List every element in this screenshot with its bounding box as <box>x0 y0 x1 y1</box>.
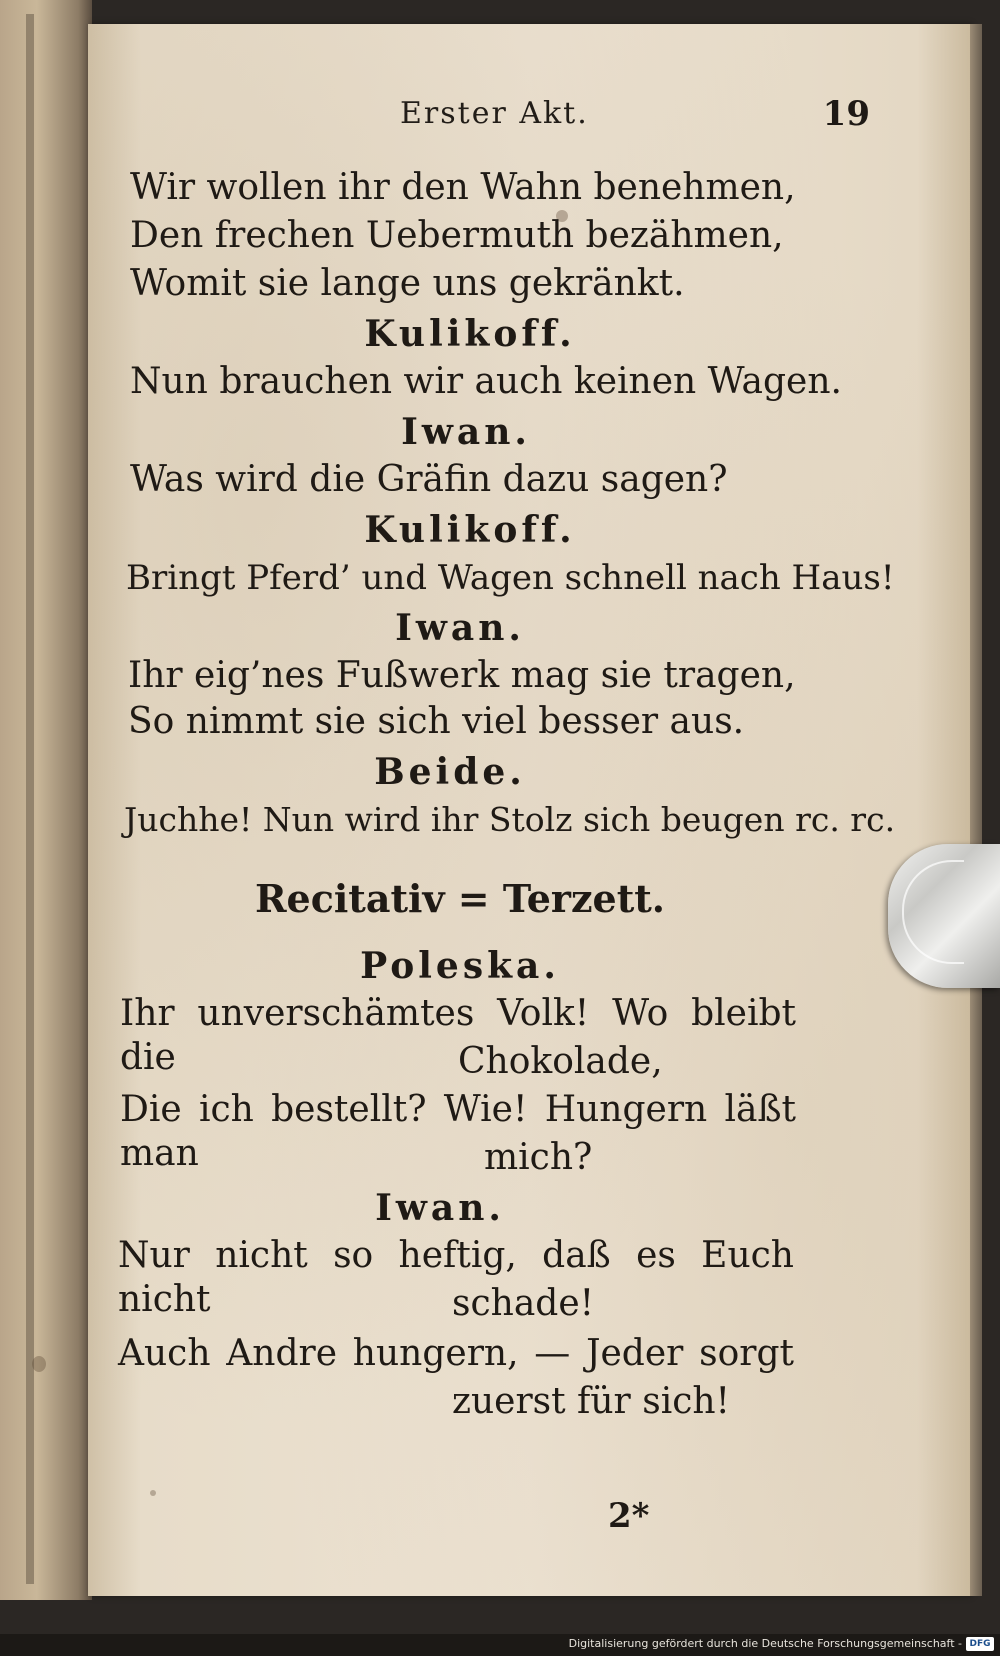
verse-line: Womit sie lange uns gekränkt. <box>130 263 685 304</box>
speaker-name: Kulikoff. <box>364 313 576 355</box>
verse-line: Bringt Pferd’ und Wagen schnell nach Haus! <box>126 558 895 598</box>
verse-line: Ihr eig’nes Fußwerk mag sie tragen, <box>128 655 796 696</box>
page-clip <box>888 844 1000 988</box>
signature-mark: 2* <box>608 1496 650 1536</box>
funding-credit: Digitalisierung gefördert durch die Deutsche Forschungsgemeinschaft - <box>568 1637 962 1650</box>
page-number: 19 <box>822 94 870 134</box>
left-page-edge <box>0 0 92 1600</box>
verse-turnover: Chokolade, <box>458 1041 663 1082</box>
verse-line: Was wird die Gräfin dazu sagen? <box>130 459 728 500</box>
verse-line: Nur nicht so heftig, daß es Euch nicht <box>118 1235 794 1320</box>
verse-turnover: zuerst für sich! <box>452 1381 731 1422</box>
verse-line: Den frechen Uebermuth bezähmen, <box>130 215 784 256</box>
verse-line: Wir wollen ihr den Wahn benehmen, <box>130 167 796 208</box>
paper-stain <box>32 1356 46 1372</box>
section-heading: Recitativ = Terzett. <box>254 876 666 921</box>
page-header <box>400 96 870 146</box>
paper-stain <box>150 1490 156 1496</box>
verse-line: Die ich bestellt? Wie! Hungern läßt man <box>120 1089 796 1174</box>
verse-line: Nun brauchen wir auch keinen Wagen. <box>130 361 842 402</box>
speaker-name: Poleska. <box>360 945 560 987</box>
speaker-name: Iwan. <box>375 1187 505 1229</box>
speaker-name: Beide. <box>374 751 526 793</box>
verse-line: Juchhe! Nun wird ihr Stolz sich beugen rc. rc. <box>124 800 896 839</box>
page-stack-edge <box>970 24 982 1596</box>
verse-turnover: mich? <box>484 1137 593 1178</box>
speaker-name: Iwan. <box>401 411 531 453</box>
footer-bar <box>0 1634 1000 1656</box>
binding-shadow <box>26 14 34 1584</box>
verse-line: Ihr unverschämtes Volk! Wo bleibt die <box>120 993 796 1078</box>
speaker-name: Kulikoff. <box>364 509 576 551</box>
speaker-name: Iwan. <box>395 607 525 649</box>
running-head: Erster Akt. <box>400 96 589 131</box>
verse-line: Auch Andre hungern, — Jeder sorgt <box>118 1333 794 1374</box>
verse-line: So nimmt sie sich viel besser aus. <box>128 701 745 742</box>
verse-turnover: schade! <box>452 1283 595 1324</box>
dfg-logo: DFG <box>966 1637 994 1651</box>
